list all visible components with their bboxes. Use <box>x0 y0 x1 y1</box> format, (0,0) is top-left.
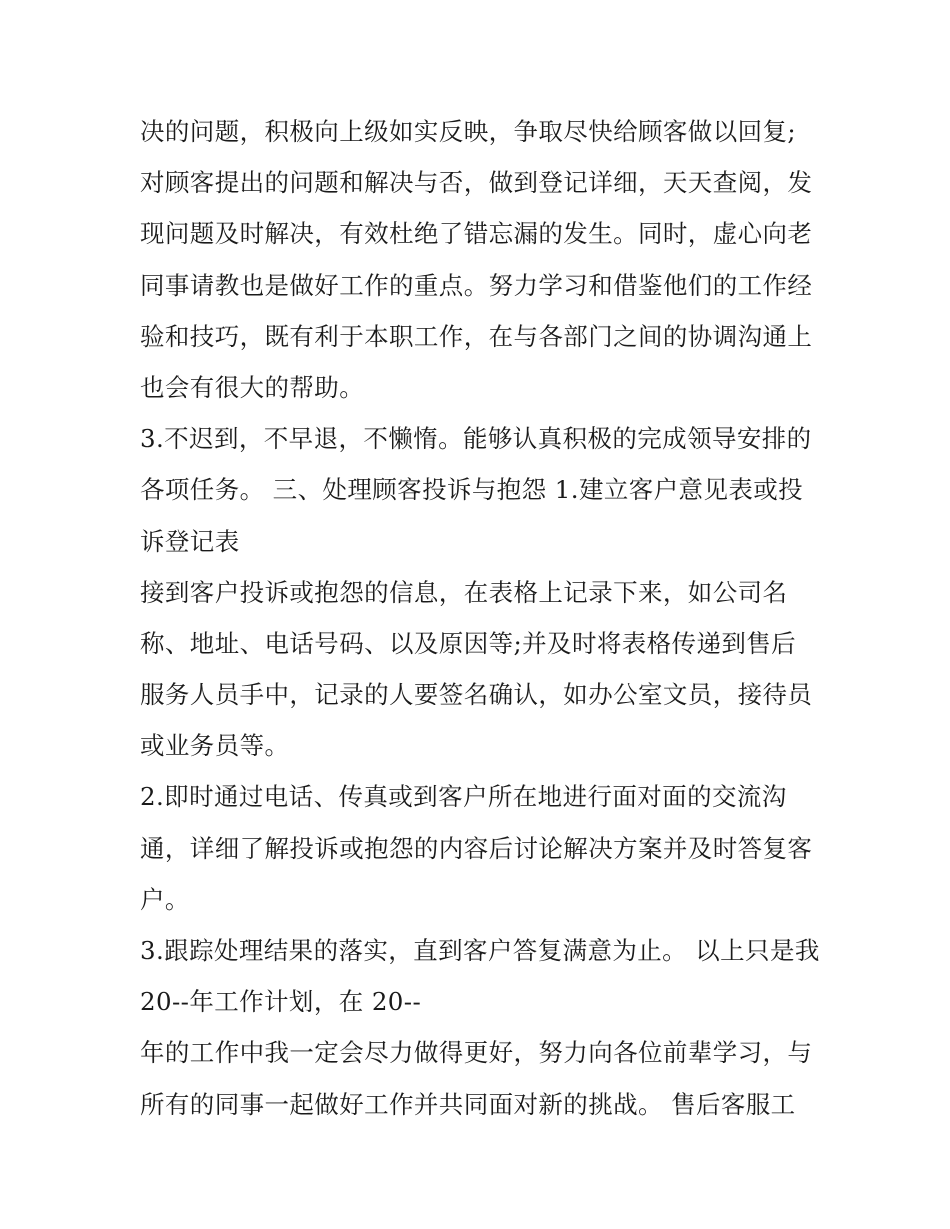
text-line-17: 3.跟踪处理结果的落实，直到客户答复满意为止。 以上只是我 <box>140 936 820 965</box>
text-line-20: 所有的同事一起做好工作并共同面对新的挑战。 售后客服工 <box>140 1089 796 1119</box>
text-line-19: 年的工作中我一定会尽力做得更好，努力向各位前辈学习，与 <box>140 1038 813 1068</box>
text-line-9: 诉登记表 <box>140 526 240 556</box>
text-line-2: 对顾客提出的问题和解决与否，做到登记详细，天天查阅，发 <box>140 168 813 198</box>
text-line-10: 接到客户投诉或抱怨的信息，在表格上记录下来，如公司名 <box>140 577 788 607</box>
text-line-14: 2.即时通过电话、传真或到客户所在地进行面对面的交流沟 <box>140 782 787 812</box>
text-line-4: 同事请教也是做好工作的重点。努力学习和借鉴他们的工作经 <box>140 270 813 300</box>
text-line-16: 户。 <box>140 884 190 914</box>
text-line-12: 服务人员手中，记录的人要签名确认，如办公室文员，接待员 <box>140 680 813 710</box>
text-line-1: 决的问题，积极向上级如实反映，争取尽快给顾客做以回复; <box>140 117 797 146</box>
text-line-18: 20--年工作计划，在 20-- <box>140 987 422 1017</box>
text-line-11: 称、地址、电话号码、以及原因等;并及时将表格传递到售后 <box>140 628 797 658</box>
text-line-5: 验和技巧，既有利于本职工作，在与各部门之间的协调沟通上 <box>140 321 813 351</box>
text-line-15: 通，详细了解投诉或抱怨的内容后讨论解决方案并及时答复客 <box>140 833 813 863</box>
text-line-7: 3.不迟到，不早退，不懒惰。能够认真积极的完成领导安排的 <box>140 424 812 454</box>
text-line-3: 现问题及时解决，有效杜绝了错忘漏的发生。同时，虚心向老 <box>140 219 813 249</box>
body-text <box>140 106 830 1130</box>
text-line-13: 或业务员等。 <box>140 731 290 761</box>
text-line-6: 也会有很大的帮助。 <box>140 372 365 402</box>
text-line-8: 各项任务。 三、处理顾客投诉与抱怨 1.建立客户意见表或投 <box>140 475 804 505</box>
